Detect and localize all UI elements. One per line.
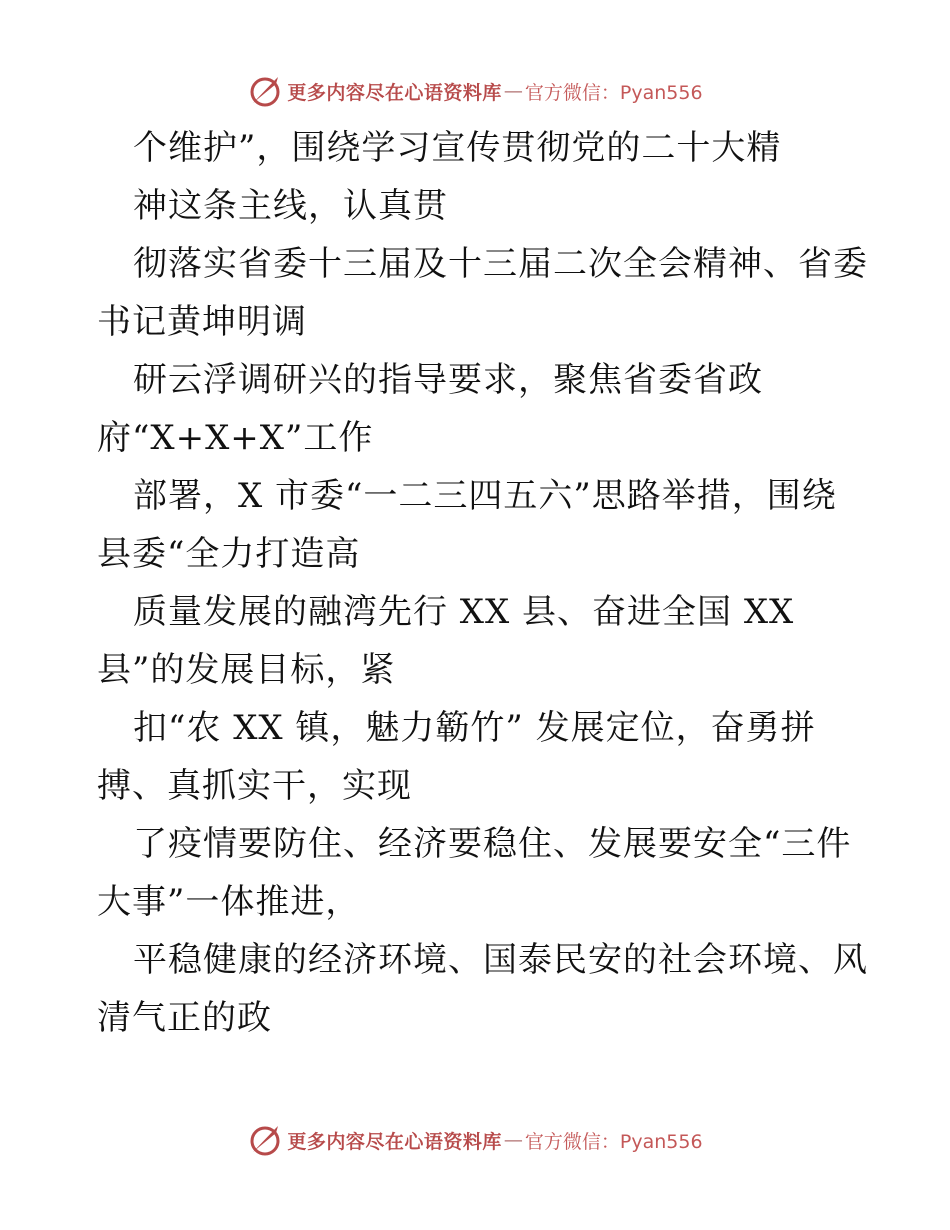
header-watermark <box>0 71 950 111</box>
watermark-main-text: 更多内容尽在心语资料库 <box>287 81 502 104</box>
body-line: 神这条主线，认真贯 <box>133 186 448 226</box>
body-line: 县”的发展目标，紧 <box>97 650 396 690</box>
body-line: 扣“农 XX 镇，魅力簕竹” 发展定位，奋勇拼 <box>133 708 816 748</box>
watermark-dash: — <box>503 1129 523 1151</box>
body-line: 研云浮调研兴的指导要求，聚焦省委省政 <box>133 360 763 400</box>
watermark-wechat-text: 官方微信：Pyan556 <box>524 1130 703 1153</box>
quill-pen-circle-icon <box>247 1122 283 1158</box>
body-line: 清气正的政 <box>97 998 272 1038</box>
watermark-main-text: 更多内容尽在心语资料库 <box>287 1130 502 1153</box>
body-line: 县委“全力打造高 <box>97 534 361 574</box>
body-line: 书记黄坤明调 <box>97 302 307 342</box>
watermark-dash: — <box>503 80 523 102</box>
footer-watermark <box>0 1120 950 1160</box>
body-line: 搏、真抓实干，实现 <box>97 766 412 806</box>
body-line: 大事”一体推进， <box>97 882 361 922</box>
body-line: 部署，X 市委“一二三四五六”思路举措，围绕 <box>133 476 837 516</box>
body-line: 了疫情要防住、经济要稳住、发展要安全“三件 <box>133 824 852 864</box>
watermark-wechat-text: 官方微信：Pyan556 <box>524 81 703 104</box>
body-line: 质量发展的融湾先行 XX 县、奋进全国 XX <box>133 592 795 632</box>
body-line: 彻落实省委十三届及十三届二次全会精神、省委 <box>133 244 868 284</box>
quill-pen-circle-icon <box>247 73 283 109</box>
body-line: 平稳健康的经济环境、国泰民安的社会环境、风 <box>133 940 868 980</box>
body-line: 个维护”，围绕学习宣传贯彻党的二十大精 <box>133 128 782 168</box>
body-line: 府“X+X+X”工作 <box>97 418 374 458</box>
